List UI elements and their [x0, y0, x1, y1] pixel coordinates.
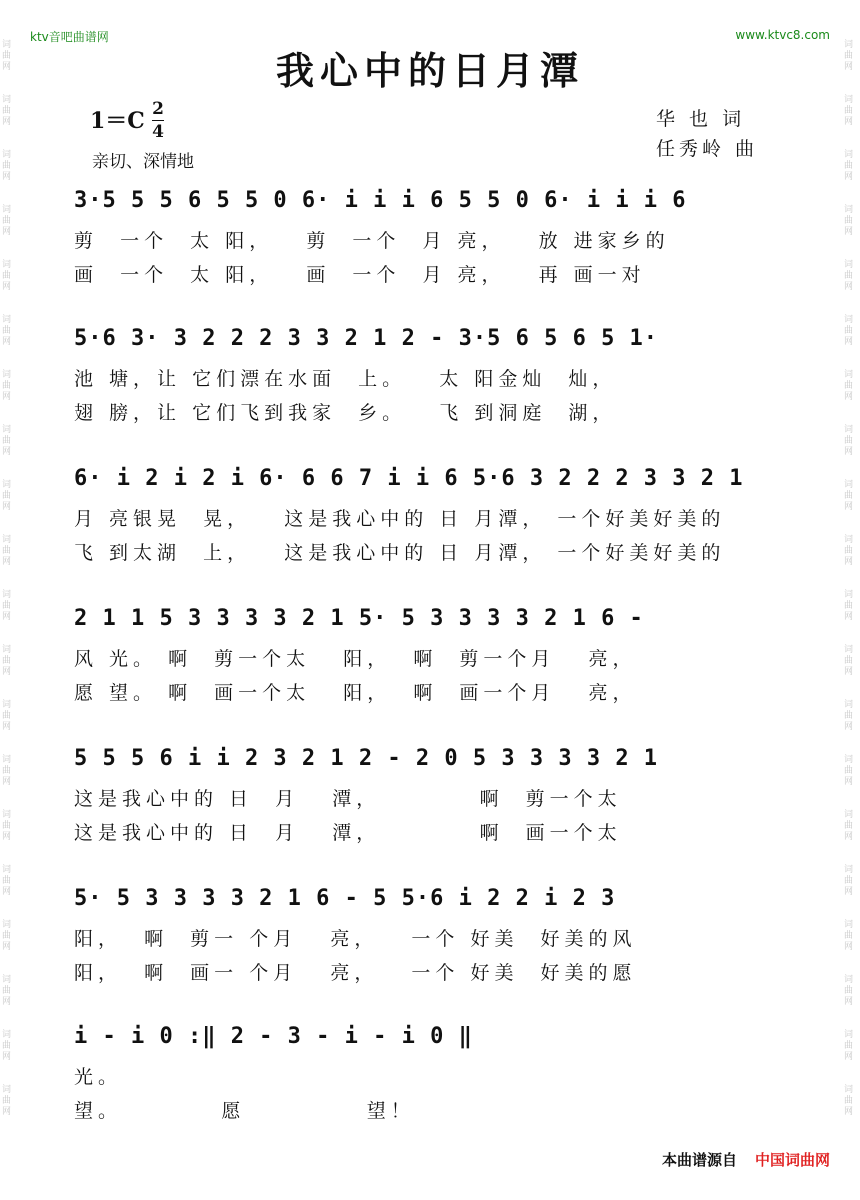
lyric-verse-2: 这是我心中的 日 月 潭， 啊 画一个太 — [74, 822, 622, 844]
score-system-1 — [74, 188, 804, 292]
lyric-verse-2: 阳， 啊 画一 个月 亮， 一个 好美 好美的愿 — [74, 962, 637, 984]
lyric-verse-1: 阳， 啊 剪一 个月 亮， 一个 好美 好美的风 — [74, 928, 637, 950]
lyric-verse-2: 愿 望。 啊 画一个太 阳， 啊 画一个月 亮， — [74, 682, 637, 704]
score-system-5 — [74, 746, 804, 850]
time-top: 2 — [152, 99, 164, 119]
notation-line: 6· i 2 i 2 i 6· 6 6 7 i i 6 5·6 3 2 2 2 3 3 2 1 — [74, 466, 744, 491]
notation-line: 2 1 1 5 3 3 3 3 2 1 5· 5 3 3 3 3 2 1 6 - — [74, 606, 644, 631]
time-signature — [152, 99, 164, 142]
notation-line: 5·6 3· 3 2 2 2 3 3 2 1 2 - 3·5 6 5 6 5 1· — [74, 326, 659, 351]
source-footer — [662, 1149, 830, 1170]
score-system-2 — [74, 326, 804, 430]
lyric-verse-1: 月 亮银晃 晃， 这是我心中的 日 月潭， 一个好美好美的 — [74, 508, 726, 530]
source-label: 本曲谱源自 — [661, 1151, 737, 1169]
song-title: 我心中的日月潭 — [275, 48, 584, 93]
expression-mark: 亲切、深情地 — [92, 152, 194, 172]
lyric-verse-2: 飞 到太湖 上， 这是我心中的 日 月潭， 一个好美好美的 — [74, 542, 726, 564]
lyric-verse-2: 画 一个 太 阳， 画 一个 月 亮， 再 画一对 — [74, 264, 646, 286]
lyric-verse-1: 光。 — [74, 1066, 123, 1088]
lyric-verse-1: 这是我心中的 日 月 潭， 啊 剪一个太 — [74, 788, 622, 810]
lyric-verse-2: 翅 膀，让 它们飞到我家 乡。 飞 到洞庭 湖， — [74, 402, 617, 424]
notation-line: 3·5 5 5 6 5 5 0 6· i i i 6 5 5 0 6· i i i 6 — [74, 188, 687, 213]
watermark-left: 词 曲 网 词 曲 网 词 曲 网 词 曲 网 词 曲 网 词 曲 网 词 曲 网 词 曲 网 词 曲 网 词 曲 网 词 曲 网 词 曲 网 词 曲 网 词 曲 网 词 曲 网 词 曲 网 词 曲 网 词 曲 网 词 曲 网 词 曲 网 — [2, 40, 12, 1117]
composer-credit: 任秀岭 曲 — [656, 138, 759, 160]
score-system-4 — [74, 606, 804, 710]
lyric-verse-1: 风 光。 啊 剪一个太 阳， 啊 剪一个月 亮， — [74, 648, 637, 670]
site-label-left: ktv音吧曲谱网 — [30, 30, 109, 44]
notation-line: 5· 5 3 3 3 3 2 1 6 - 5 5·6 i 2 2 i 2 3 — [74, 886, 616, 911]
lyric-verse-1: 剪 一个 太 阳， 剪 一个 月 亮， 放 进家乡的 — [74, 230, 670, 252]
lyric-verse-1: 池 塘，让 它们漂在水面 上。 太 阳金灿 灿， — [74, 368, 617, 390]
time-bottom: 4 — [152, 122, 164, 142]
watermark-right: 词 曲 网 词 曲 网 词 曲 网 词 曲 网 词 曲 网 词 曲 网 词 曲 网 词 曲 网 词 曲 网 词 曲 网 词 曲 网 词 曲 网 词 曲 网 词 曲 网 词 曲 网 词 曲 网 词 曲 网 词 曲 网 词 曲 网 词 曲 网 — [844, 40, 854, 1117]
site-url-right: www.ktvc8.com — [735, 28, 830, 42]
score-system-7 — [74, 1024, 804, 1128]
score-system-6 — [74, 886, 804, 990]
notation-line: i - i 0 :‖ 2 - 3 - i - i 0 ‖ — [74, 1024, 473, 1049]
score-system-3 — [74, 466, 804, 570]
source-link[interactable]: 中国词曲网 — [754, 1151, 830, 1169]
lyricist-credit: 华 也 词 — [656, 108, 746, 130]
notation-line: 5 5 5 6 i i 2 3 2 1 2 - 2 0 5 3 3 3 3 2 1 — [74, 746, 659, 771]
lyric-verse-2: 望。 愿 望！ — [74, 1100, 415, 1122]
key-signature: 1＝C — [90, 108, 145, 134]
